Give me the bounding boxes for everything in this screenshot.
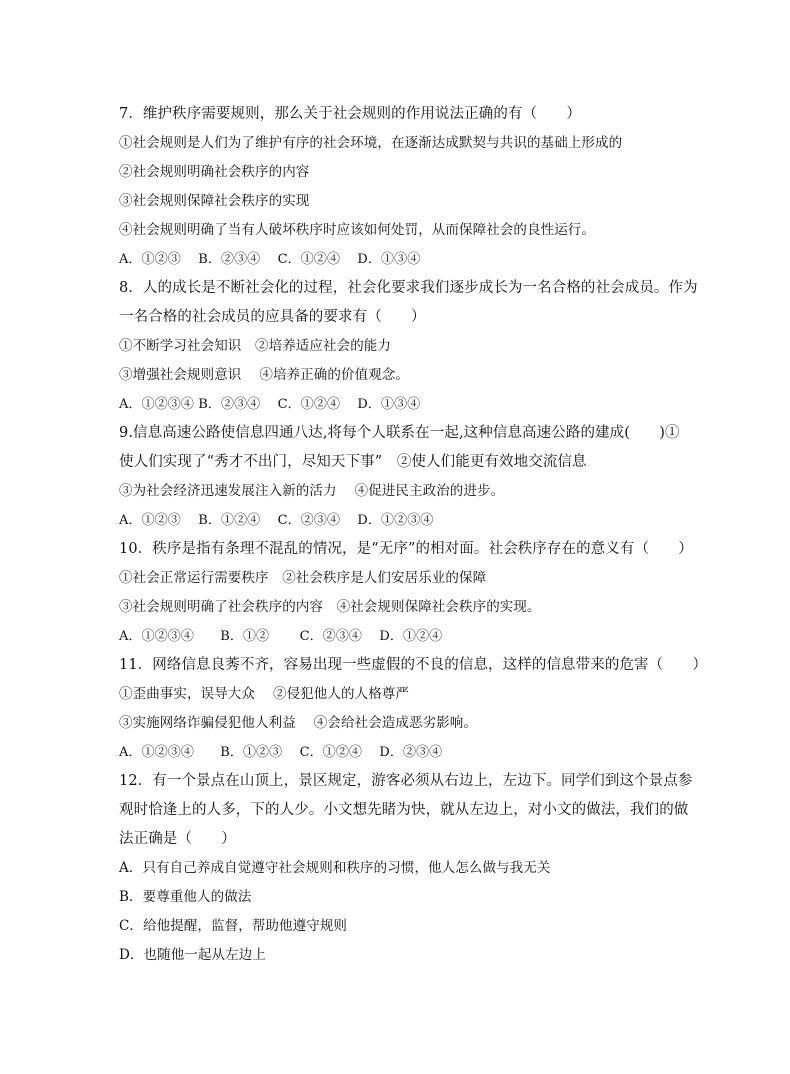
q7-item-2: ②社会规则明确社会秩序的内容 (119, 164, 310, 180)
q11-items-line-2: ③实施网络诈骗侵犯他人利益 ④会给社会造成恶劣影响。 (119, 715, 477, 731)
q8-items-line-1: ①不断学习社会知识 ②培养适应社会的能力 (119, 338, 391, 354)
question-list (119, 100, 708, 970)
q10-items-line-1: ①社会正常运行需要秩序 ②社会秩序是人们安居乐业的保障 (119, 570, 487, 586)
q11-stem: 11．网络信息良莠不齐，容易出现一些虚假的不良的信息，这样的信息带来的危害（ ） (119, 657, 708, 673)
q7-options: A．①②③ B．②③④ C．①②④ D．①③④ (119, 252, 421, 267)
q10-options: A．①②③④ B．①② C．②③④ D．①②④ (119, 629, 443, 644)
q8-items-line-2: ③增强社会规则意识 ④培养正确的价值观念。 (119, 367, 409, 383)
q7-item-1: ①社会规则是人们为了维护有序的社会环境，在逐渐达成默契与共识的基础上形成的 (119, 135, 623, 151)
q7-item-4: ④社会规则明确了当有人破坏秩序时应该如何处罚，从而保障社会的良性运行。 (119, 222, 595, 238)
q10-stem: 10．秩序是指有条理不混乱的情况，是“无序”的相对面。社会秩序存在的意义有（ ） (119, 541, 693, 557)
q9-options: A．①②③ B．①②④ C．②③④ D．①②③④ (119, 513, 434, 528)
q7-stem: 7．维护秩序需要规则，那么关于社会规则的作用说法正确的有（ ） (119, 106, 581, 122)
q12-stem-line-3: 法正确是（ ） (119, 831, 236, 847)
q9-items-line: ③为社会经济迅速发展注入新的活力 ④促进民主政治的进步。 (119, 483, 505, 499)
q8-stem-line-2: 一名合格的社会成员的应具备的要求有（ ） (119, 309, 426, 325)
q10-items-line-2: ③社会规则明确了社会秩序的内容 ④社会规则保障社会秩序的实现。 (119, 599, 541, 615)
q12-option-a: A．只有自己养成自觉遵守社会规则和秩序的习惯，他人怎么做与我无关 (119, 860, 551, 876)
q8-stem-line-1: 8．人的成长是不断社会化的过程，社会化要求我们逐步成长为一名合格的社会成员。作为 (119, 280, 698, 296)
q12-stem-line-2: 观时恰逢上的人多，下的人少。小文想先睹为快，就从左边上，对小文的做法，我们的做 (119, 802, 689, 818)
q9-stem-line-1: 9.信息高速公路使信息四通八达,将每个人联系在一起,这种信息高速公路的建成( )① (119, 425, 680, 441)
q8-options: A．①②③④ B．②③④ C．①②④ D．①③④ (119, 397, 421, 412)
q12-option-c: C．给他提醒，监督，帮助他遵守规则 (119, 918, 348, 934)
q7-item-3: ③社会规则保障社会秩序的实现 (119, 193, 310, 209)
q12-stem-line-1: 12．有一个景点在山顶上，景区规定，游客必须从右边上，左边下。同学们到这个景点参 (119, 773, 693, 789)
q11-options: A．①②③④ B．①②③ C．①②④ D．②③④ (119, 745, 443, 760)
q12-option-d: D．也随他一起从左边上 (119, 947, 266, 963)
q9-stem-line-2: 使人们实现了“秀才不出门，尽知天下事” ②使人们能更有效地交流信息 (119, 454, 587, 470)
q11-items-line-1: ①歪曲事实，误导大众 ②侵犯他人的人格尊严 (119, 686, 409, 702)
q12-option-b: B．要尊重他人的做法 (119, 889, 252, 905)
